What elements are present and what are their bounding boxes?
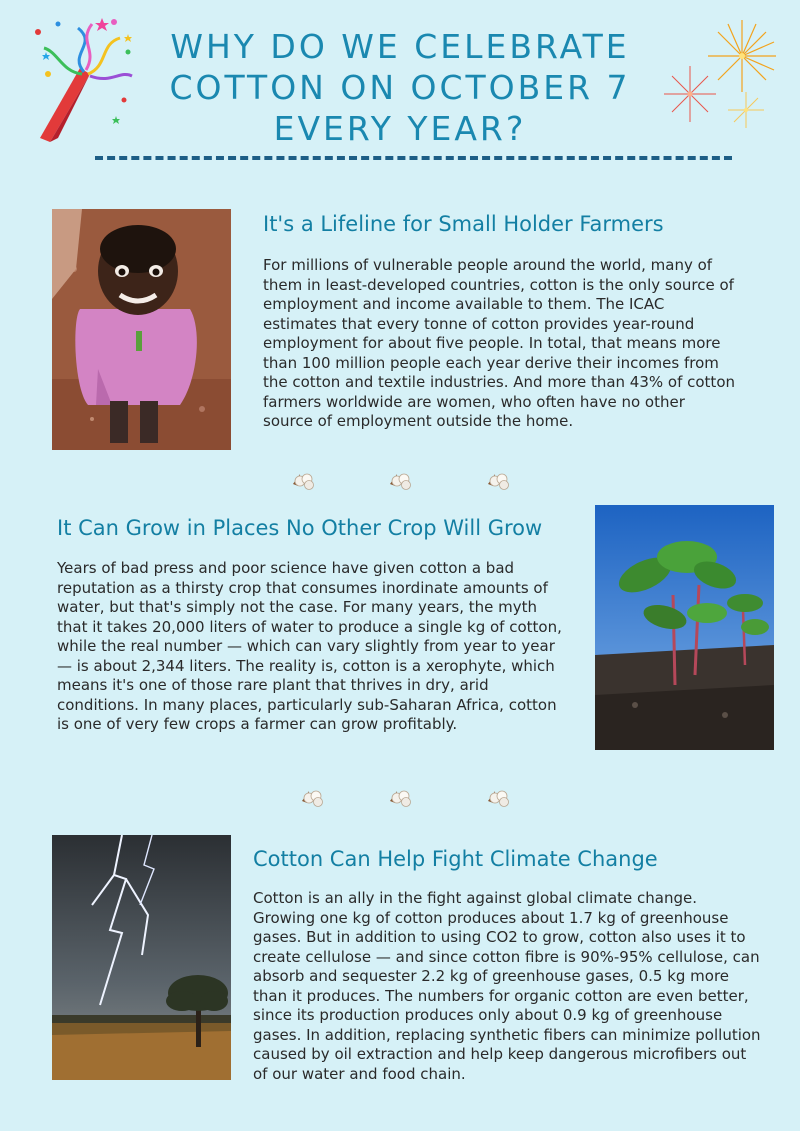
section-body-climate: Cotton is an ally in the fight against global climate change. Growing one kg of cotton produces about 1.7 kg of greenhouse gases. But in addition to using CO2 to grow, cotton also uses it to create cellulose — and since cotton fibre is 90%-95% cellulose, can absorb and sequester 2.2 kg of greenhouse gases, 0.5 kg more than it produces. The numbers for organic cotton are even better, since its production produces only about 0.9 kg of greenhouse gases. In addition, replacing synthetic fibers can minimize pollution caused by oil extraction and help keep dangerous microfibers out of our water and food chain. [253, 889, 761, 1083]
lightning-storm-photo [52, 835, 231, 1080]
cotton-seedlings-photo [595, 505, 774, 750]
cotton-boll-icon [485, 470, 513, 492]
title-line-3: EVERY YEAR? [273, 109, 527, 148]
section-body-lifeline: For millions of vulnerable people around the world, many of them in least-developed countries, cotton is the only source of employment and income available to them. The ICAC estimates that every tonne of cotton provides year-round employment for about five people. In total, that means more than 100 million people each year derive their incomes from the cotton and textile industries. And more than 43% of cotton farmers worldwide are women, who often have no other source of employment outside the home. [263, 256, 736, 430]
fireworks-icon [660, 14, 785, 139]
section-body-grow: Years of bad press and poor science have given cotton a bad reputation as a thirsty crop that consumes inordinate amounts of water, but that's simply not the case. For many years, the myth that it takes 20,000 liters of water to produce a single kg of cotton, while the real number — which can vary slightly from year to year — is about 2,344 liters. The reality is, cotton is a xerophyte, which means it's one of those rare plant that thrives in dry, arid conditions. In many places, particularly sub-Saharan Africa, cotton is one of very few crops a farmer can grow profitably. [57, 559, 562, 733]
title-divider [95, 156, 732, 160]
title-line-1: WHY DO WE CELEBRATE [170, 27, 630, 66]
page-title [150, 26, 650, 149]
party-popper-icon [28, 14, 138, 144]
cotton-divider [0, 470, 800, 492]
cotton-boll-icon [299, 787, 327, 809]
cotton-boll-icon [290, 470, 318, 492]
cotton-divider [0, 787, 800, 809]
cotton-boll-icon [485, 787, 513, 809]
section-heading-lifeline: It's a Lifeline for Small Holder Farmers [263, 212, 664, 236]
section-heading-grow: It Can Grow in Places No Other Crop Will Grow [57, 516, 543, 540]
cotton-boll-icon [387, 787, 415, 809]
child-photo [52, 209, 231, 450]
cotton-boll-icon [387, 470, 415, 492]
title-line-2: COTTON ON OCTOBER 7 [169, 68, 631, 107]
section-heading-climate: Cotton Can Help Fight Climate Change [253, 847, 658, 871]
